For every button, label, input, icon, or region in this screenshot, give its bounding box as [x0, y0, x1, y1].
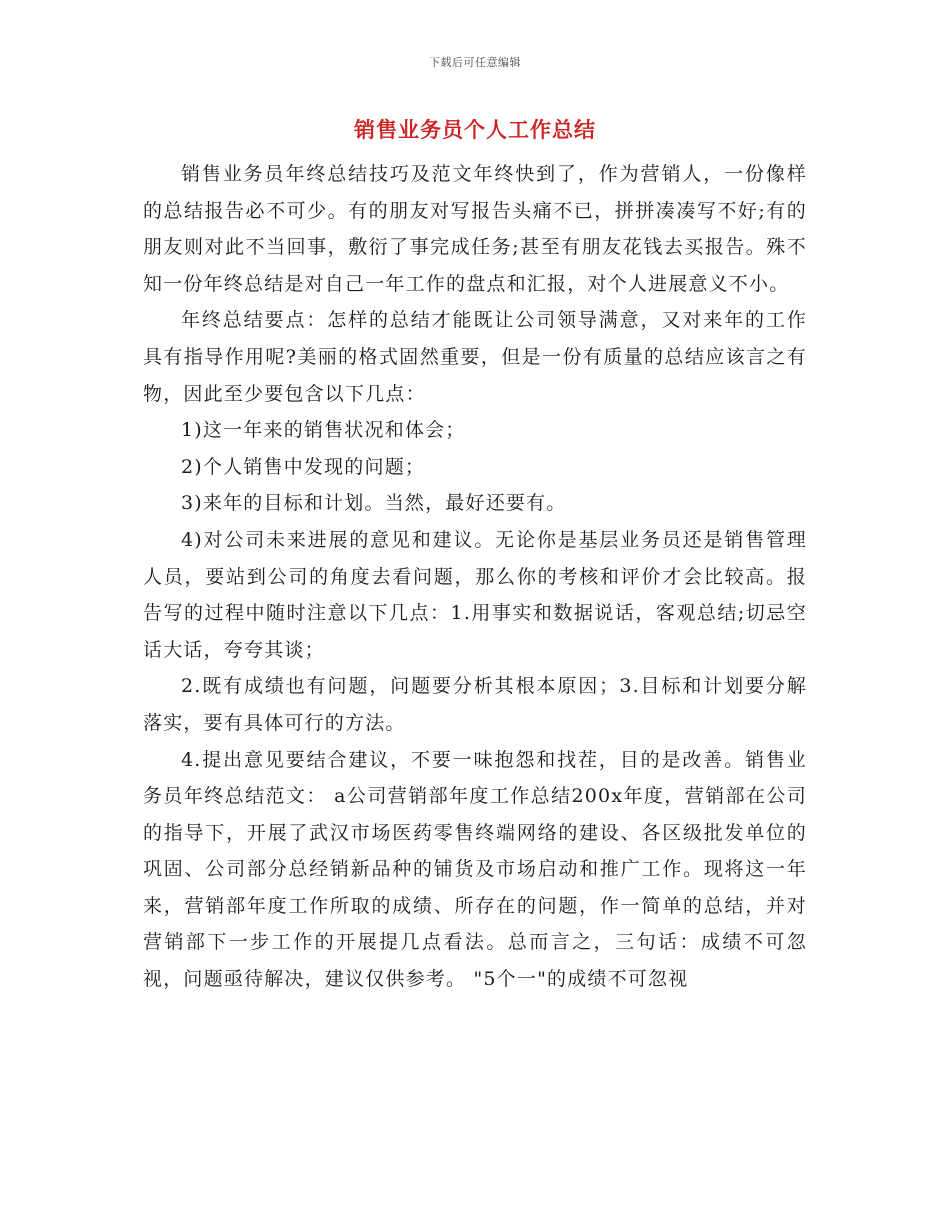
paragraph: 销售业务员年终总结技巧及范文年终快到了，作为营销人，一份像样的总结报告必不可少。有的朋友对写报告头痛不已，拼拼凑凑写不好;有的朋友则对此不当回事，敷衍了事完成任务;甚至有朋友花钱去买报告。殊不知一份年终总结是对自己一年工作的盘点和汇报，对个人进展意义不小。 — [143, 163, 807, 295]
paragraph: 年终总结要点：怎样的总结才能既让公司领导满意，又对来年的工作具有指导作用呢?美丽的格式固然重要，但是一份有质量的总结应该言之有物，因此至少要包含以下几点： — [143, 309, 807, 405]
paragraph: 4.提出意见要结合建议，不要一味抱怨和找茬，目的是改善。销售业务员年终总结范文： a公司营销部年度工作总结200x年度，营销部在公司的指导下，开展了武汉市场医药零售终端网络的建设、各区级批发单位的巩固、公司部分总经销新品种的铺货及市场启动和推广工作。现将这一年来，营销部年度工作所取的成绩、所存在的问题，作一简单的总结，并对营销部下一步工作的开展提几点看法。总而言之，三句话：成绩不可忽视，问题亟待解决，建议仅供参考。 "5个一"的成绩不可忽视 — [143, 748, 807, 991]
list-item: 4)对公司未来进展的意见和建议。无论你是基层业务员还是销售管理人员，要站到公司的角度去看问题，那么你的考核和评价才会比较高。报告写的过程中随时注意以下几点：1.用事实和数据说话，客观总结;切忌空话大话，夸夸其谈； — [143, 528, 807, 661]
header-note: 下载后可任意编辑 — [429, 56, 521, 69]
document-title: 销售业务员个人工作总结 — [354, 118, 596, 142]
paragraph: 2.既有成绩也有问题，问题要分析其根本原因；3.目标和计划要分解落实，要有具体可行的方法。 — [143, 675, 807, 734]
document-body — [143, 156, 807, 998]
list-item: 1)这一年来的销售状况和体会； — [181, 419, 466, 442]
list-item: 3)来年的目标和计划。当然，最好还要有。 — [181, 492, 567, 515]
list-item: 2)个人销售中发现的问题； — [181, 455, 426, 478]
